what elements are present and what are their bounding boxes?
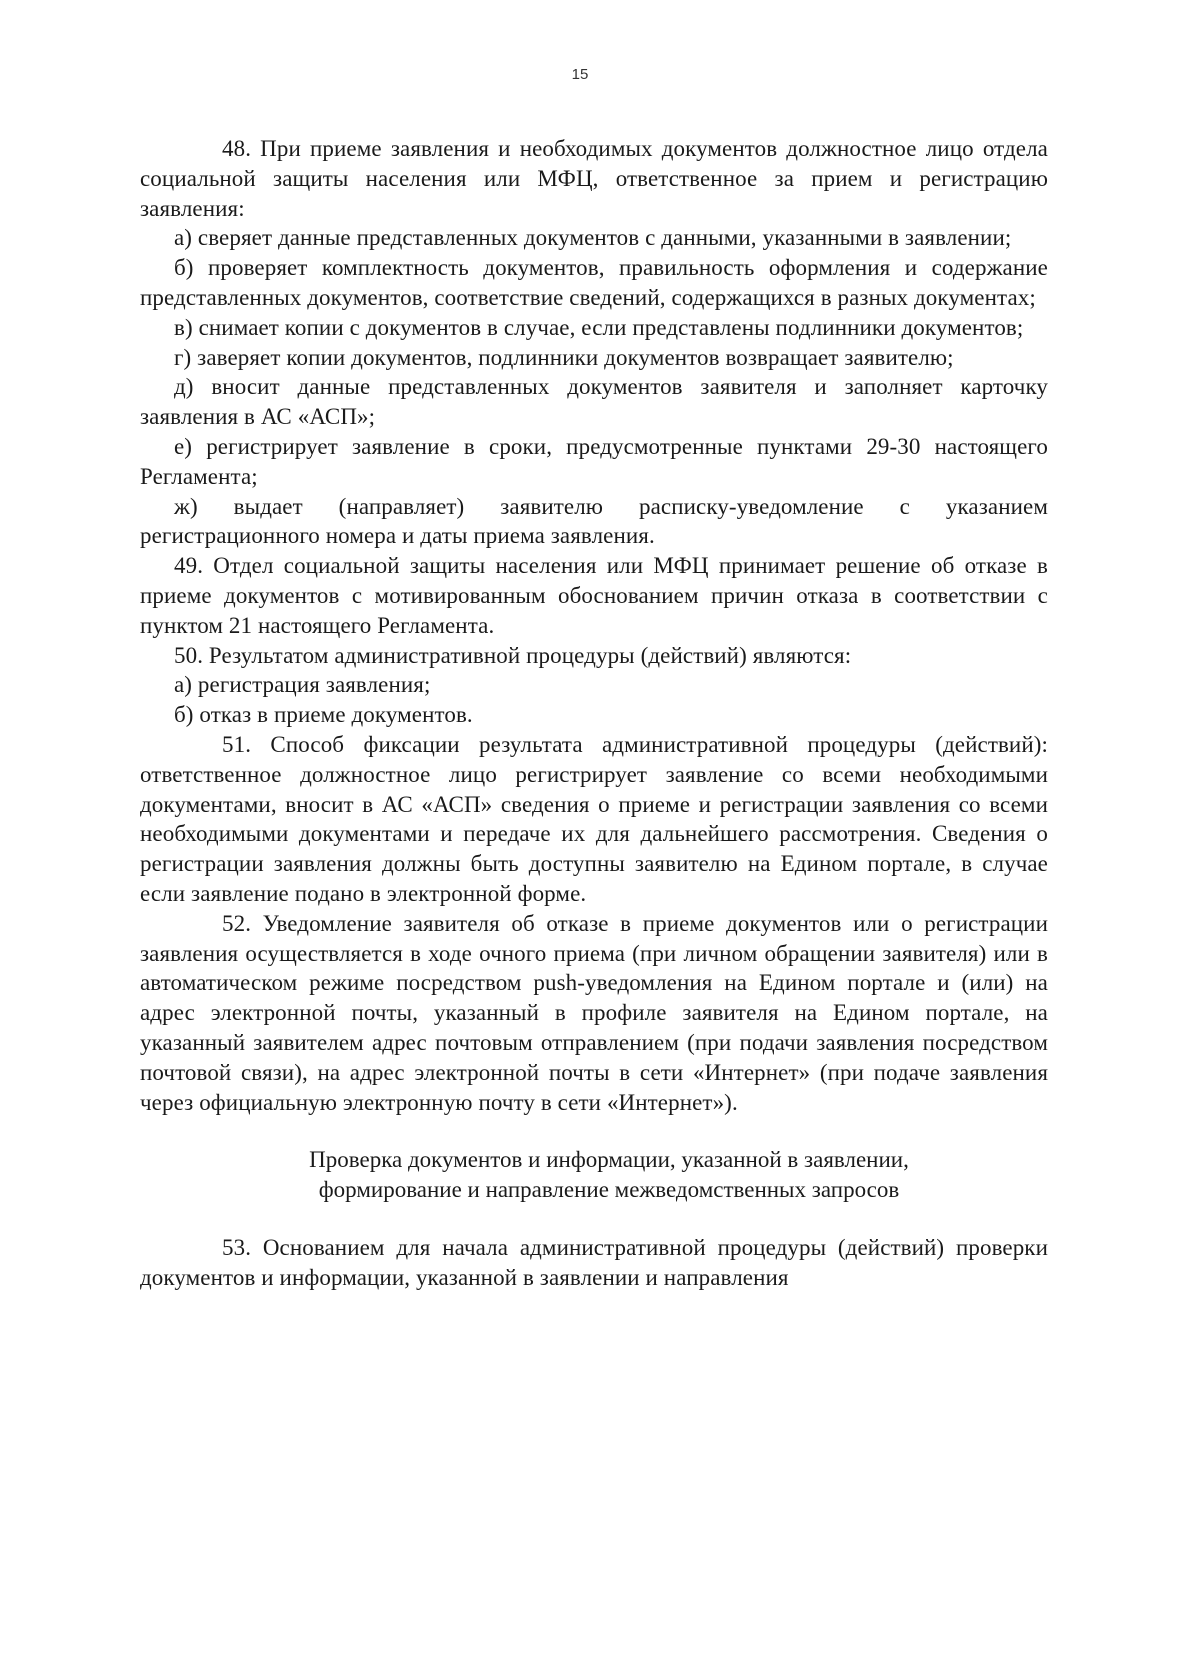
section-heading-line-1: Проверка документов и информации, указанной в заявлении, [309, 1147, 909, 1173]
list-item-zh: ж) выдает (направляет) заявителю расписку-уведомление с указанием регистрационного номера и даты приема заявления. [140, 493, 1048, 549]
list-item-50a: а) регистрация заявления; [174, 672, 431, 698]
paragraph-48: 48. При приеме заявления и необходимых документов должностное лицо отдела социальной защиты населения или МФЦ, ответственное за прием и регистрацию заявления: [140, 136, 1048, 221]
list-item-b: б) проверяет комплектность документов, правильность оформления и содержание представленных документов, соответствие сведений, содержащихся в разных документах; [140, 255, 1048, 310]
list-item-a: а) сверяет данные представленных документов с данными, указанными в заявлении; [174, 225, 1012, 251]
paragraph-53: 53. Основанием для начала административной процедуры (действий) проверки документов и информации, указанной в заявлении и направления [140, 1235, 1048, 1291]
paragraph-52: 52. Уведомление заявителя об отказе в приеме документов или о регистрации заявления осуществляется в ходе очного приема (при личном обращении заявителя) или в автоматическом режиме посредством push-уведомления на Едином портале и (или) на адрес электронной почты, указанный в профиле заявителя на Едином портале, на указанный заявителем адрес почтовым отправлением (при подачи заявления посредством почтовой связи), на адрес электронной почты в сети «Интернет» (при подаче заявления через официальную электронную почту в сети «Интернет»). [140, 910, 1048, 1115]
page-number: 15 [571, 66, 589, 83]
paragraph-list-bottom [140, 1233, 1048, 1293]
list-item-d: д) вносит данные представленных документов заявителя и заполняет карточку заявления в АС «АСП»; [140, 374, 1048, 430]
paragraph-50: 50. Результатом административной процедуры (действий) являются: [174, 642, 852, 668]
section-heading [140, 1145, 1048, 1205]
paragraph-51: 51. Способ фиксации результата административной процедуры (действий): ответственное должностное лицо регистрирует заявление со всеми необходимыми документами, вносит в АС «АСП» сведения о приеме и регистрации заявления со всеми необходимыми документами и передаче их для дальнейшего рассмотрения. Сведения о регистрации заявления должны быть доступны заявителю на Едином портале, в случае если заявление подано в электронной форме. [140, 731, 1048, 906]
list-item-50b: б) отказ в приеме документов. [174, 702, 473, 728]
section-heading-line-2: формирование и направление межведомственных запросов [318, 1177, 900, 1203]
list-item-v: в) снимает копии с документов в случае, если представлены подлинники документов; [174, 314, 1024, 340]
list-item-g: г) заверяет копии документов, подлинники документов возвращает заявителю; [174, 344, 954, 370]
paragraph-49: 49. Отдел социальной защиты населения или МФЦ принимает решение об отказе в приеме документов с мотивированным обоснованием причин отказа в соответствии с пунктом 21 настоящего Регламента. [140, 553, 1048, 638]
paragraph-list-top [140, 134, 1048, 1117]
list-item-e: е) регистрирует заявление в сроки, предусмотренные пунктами 29-30 настоящего Регламента; [140, 433, 1048, 489]
document-body [140, 134, 1048, 1293]
